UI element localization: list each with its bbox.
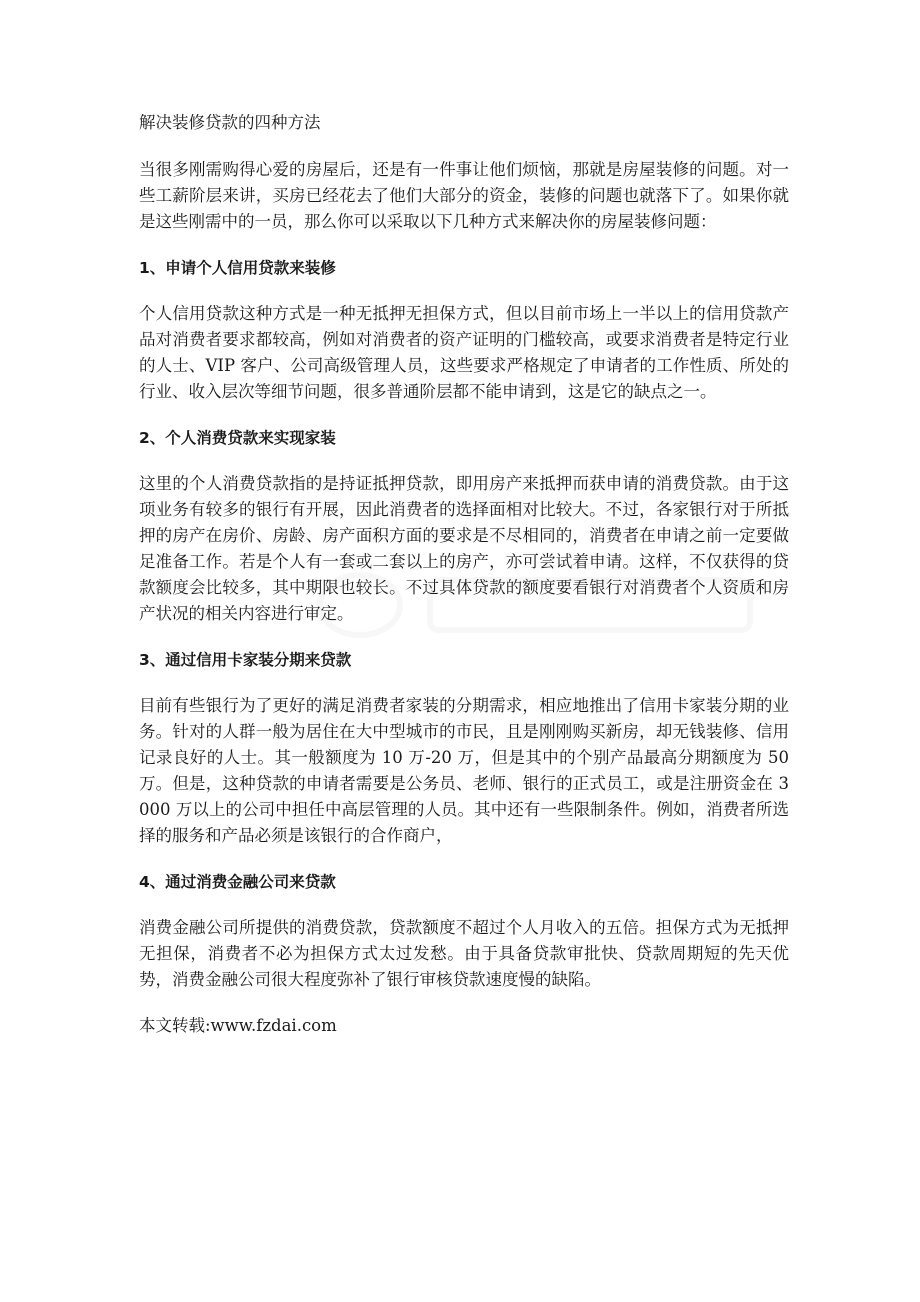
section-2-body: 这里的个人消费贷款指的是持证抵押贷款，即用房产来抵押而获申请的消费贷款。由于这项业务有较多的银行有开展，因此消费者的选择面相对比较大。不过，各家银行对于所抵押的房产在房价、房龄、房产面积方面的要求是不尽相同的，消费者在申请之前一定要做足准备工作。若是个人有一套或二套以上的房产，亦可尝试着申请。这样，不仅获得的贷款额度会比较多，其中期限也较长。不过具体贷款的额度要看银行对消费者个人资质和房产状况的相关内容进行审定。: [139, 474, 789, 623]
section-4-body: 消费金融公司所提供的消费贷款，贷款额度不超过个人月收入的五倍。担保方式为无抵押无担保，消费者不必为担保方式太过发愁。由于具备贷款审批快、贷款周期短的先天优势，消费金融公司很大程度弥补了银行审核贷款速度慢的缺陷。: [139, 918, 789, 989]
intro-paragraph: 当很多刚需购得心爱的房屋后，还是有一件事让他们烦恼，那就是房屋装修的问题。对一些工薪阶层来讲，买房已经花去了他们大部分的资金，装修的问题也就落下了。如果你就是这些刚需中的一员，那么你可以采取以下几种方式来解决你的房屋装修问题：: [139, 160, 789, 231]
section-1-heading: 1、申请个人信用贷款来装修: [139, 259, 336, 277]
source-credit: 本文转载:www.fzdai.com: [139, 1016, 337, 1035]
section-1-body: 个人信用贷款这种方式是一种无抵押无担保方式，但以目前市场上一半以上的信用贷款产品对消费者要求都较高，例如对消费者的资产证明的门槛较高，或要求消费者是特定行业的人士、VIP 客户、公司高级管理人员，这些要求严格规定了申请者的工作性质、所处的行业、收入层次等细节问题，很多普通阶层都不能申请到，这是它的缺点之一。: [139, 304, 789, 401]
section-3-heading: 3、通过信用卡家装分期来贷款: [139, 651, 352, 669]
section-2-heading: 2、个人消费贷款来实现家装: [139, 429, 336, 447]
section-4-heading: 4、通过消费金融公司来贷款: [139, 873, 336, 891]
document-body: [139, 110, 789, 1039]
document-title: 解决装修贷款的四种方法: [139, 113, 321, 132]
section-3-body: 目前有些银行为了更好的满足消费者家装的分期需求，相应地推出了信用卡家装分期的业务。针对的人群一般为居住在大中型城市的市民，且是刚刚购买新房，却无钱装修、信用记录良好的人士。其一般额度为 10 万-20 万，但是其中的个别产品最高分期额度为 50 万。但是，这种贷款的申请者需要是公务员、老师、银行的正式员工，或是注册资金在 3000 万以上的公司中担任中高层管理的人员。其中还有一些限制条件。例如，消费者所选择的服务和产品必须是该银行的合作商户，: [139, 696, 789, 845]
